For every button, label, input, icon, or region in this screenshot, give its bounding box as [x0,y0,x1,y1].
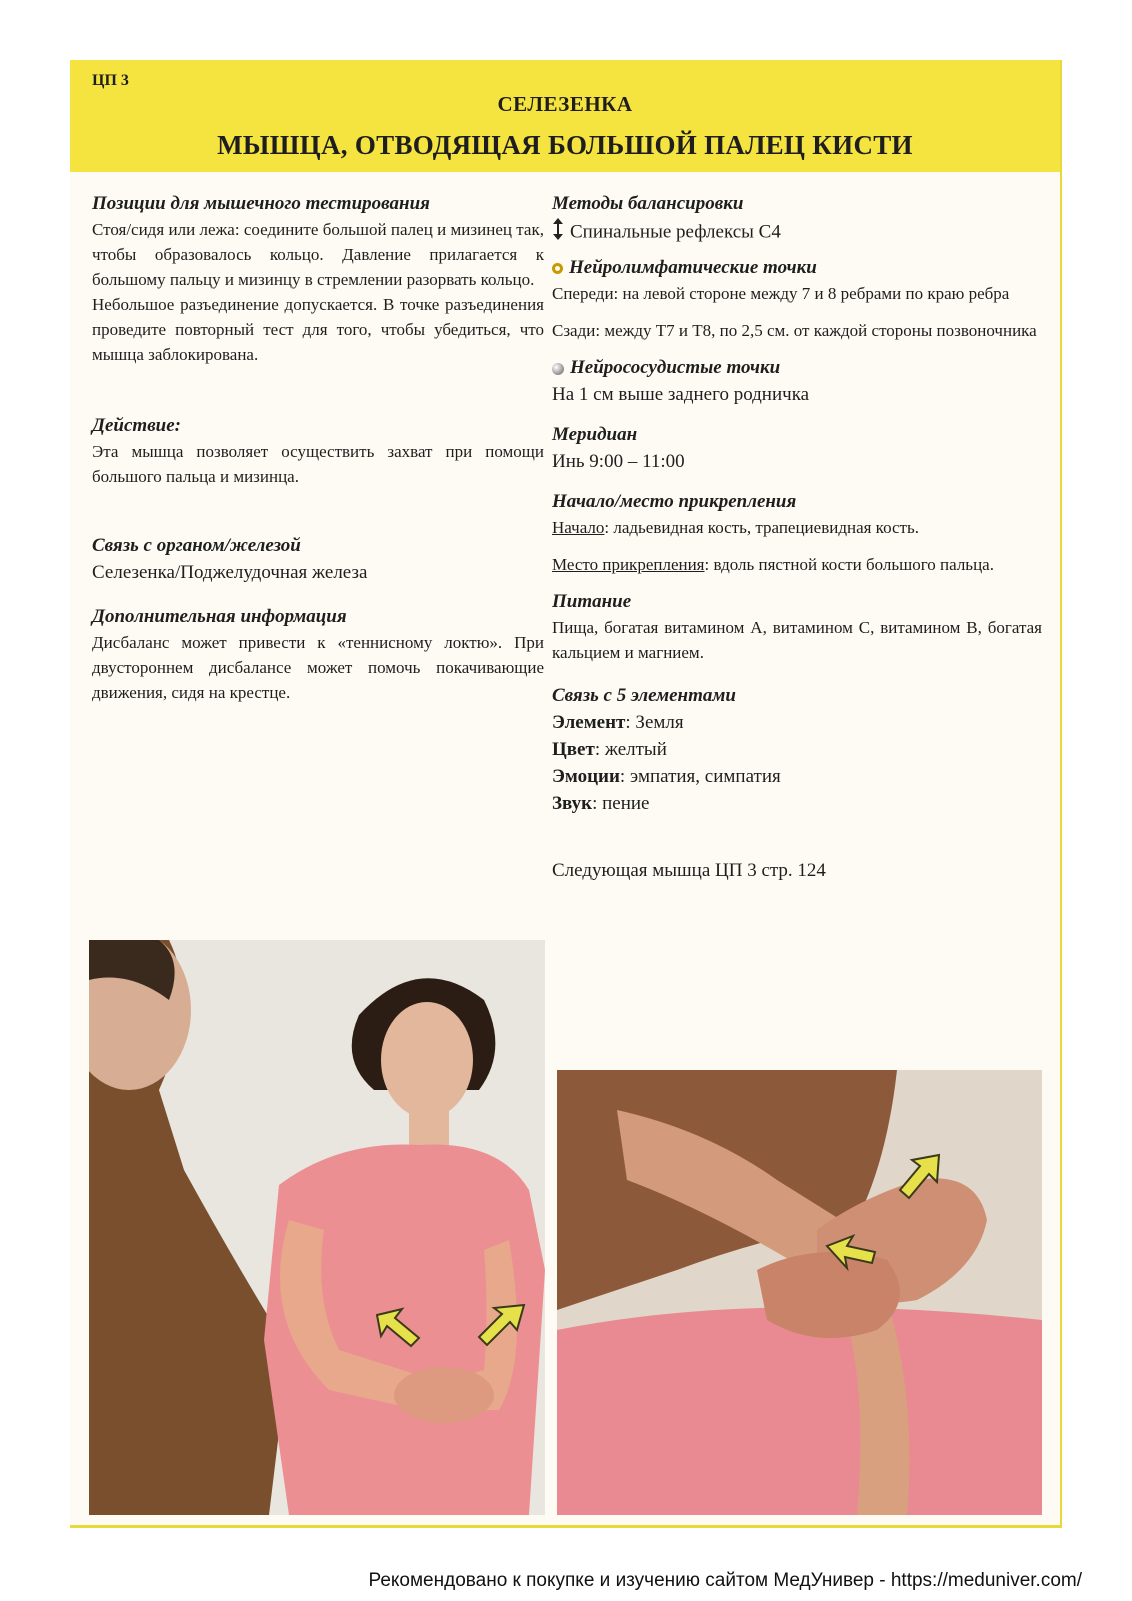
meridian-heading: Меридиан [552,424,638,445]
origin-line [552,515,1042,540]
positions-text-1: Стоя/сидя или лежа: соедините большой палец и мизинец так, чтобы образовалось кольцо. Давление прилагается к большому пальцу и мизинцу в стремлении разорвать кольцо. [92,220,544,289]
positions-text-2: Небольшое разъединение допускается. В точке разъединения проведите повторный тест для того, чтобы убедиться, что мышца заблокирована. [92,295,544,364]
organ-title: СЕЛЕЗЕНКА [497,92,633,116]
spinal-reflex [552,217,1042,249]
lymph-back: Сзади: между Т7 и Т8, по 2,5 см. от каждой стороны позвоночника [552,321,1037,340]
extra-info-heading: Дополнительная информация [92,606,347,627]
insertion-label: Место прикрепления [552,555,705,574]
elements-heading: Связь с 5 элементами [552,685,736,706]
muscle-title: МЫШЦА, ОТВОДЯЩАЯ БОЛЬШОЙ ПАЛЕЦ КИСТИ [217,130,913,160]
meridian-text: Инь 9:00 – 11:00 [552,451,685,472]
element-line: Элемент: Земля [552,712,684,733]
dot-icon [552,363,564,375]
photo-closeup-test [557,1070,1042,1515]
insertion-text: : вдоль пястной кости большого пальца. [704,555,994,574]
balancing-heading: Методы балансировки [552,193,744,214]
organ-link-text: Селезенка/Поджелудочная железа [92,562,368,583]
lymph-heading: Нейролимфатические точки [569,257,817,278]
action-heading: Действие: [92,415,182,436]
organ-link-heading: Связь с органом/железой [92,535,301,556]
next-muscle: Следующая мышца ЦП 3 стр. 124 [552,860,826,881]
spinal-reflex-text: Спинальные рефлексы С4 [570,221,781,243]
vascular-text: На 1 см выше заднего родничка [552,384,810,405]
emotions-line: Эмоции: эмпатия, симпатия [552,766,781,787]
color-line: Цвет: желтый [552,739,667,760]
vascular-heading: Нейрососудистые точки [570,357,781,378]
title-banner [70,60,1060,172]
right-column [552,191,1042,884]
action-text: Эта мышца позволяет осуществить захват при помощи большого пальца и мизинца. [92,442,544,486]
attachment-heading: Начало/место прикрепления [552,491,797,512]
insertion-line [552,552,1042,577]
sound-line: Звук: пение [552,793,650,814]
page [70,60,1062,1528]
photo-standing-test [89,940,545,1515]
ring-icon [552,263,563,274]
lymph-front: Спереди: на левой стороне между 7 и 8 ребрами по краю ребра [552,284,1010,303]
origin-text: : ладьевидная кость, трапециевидная кость. [604,518,919,537]
origin-label: Начало [552,518,605,537]
extra-info-text: Дисбаланс может привести к «теннисному локтю». При двустороннем дисбалансе может помочь покачивающие движения, сидя на крестце. [92,633,544,702]
nutrition-text: Пища, богатая витамином А, витамином С, витамином В, богатая кальцием и магнием. [552,618,1042,662]
up-down-arrow-icon [552,217,564,249]
positions-heading: Позиции для мышечного тестирования [92,193,430,214]
chapter-code: ЦП 3 [92,72,129,89]
left-column [92,191,544,705]
footer-credit: Рекомендовано к покупке и изучению сайтом МедУнивер - https://meduniver.com/ [368,1570,1082,1591]
nutrition-heading: Питание [552,591,632,612]
